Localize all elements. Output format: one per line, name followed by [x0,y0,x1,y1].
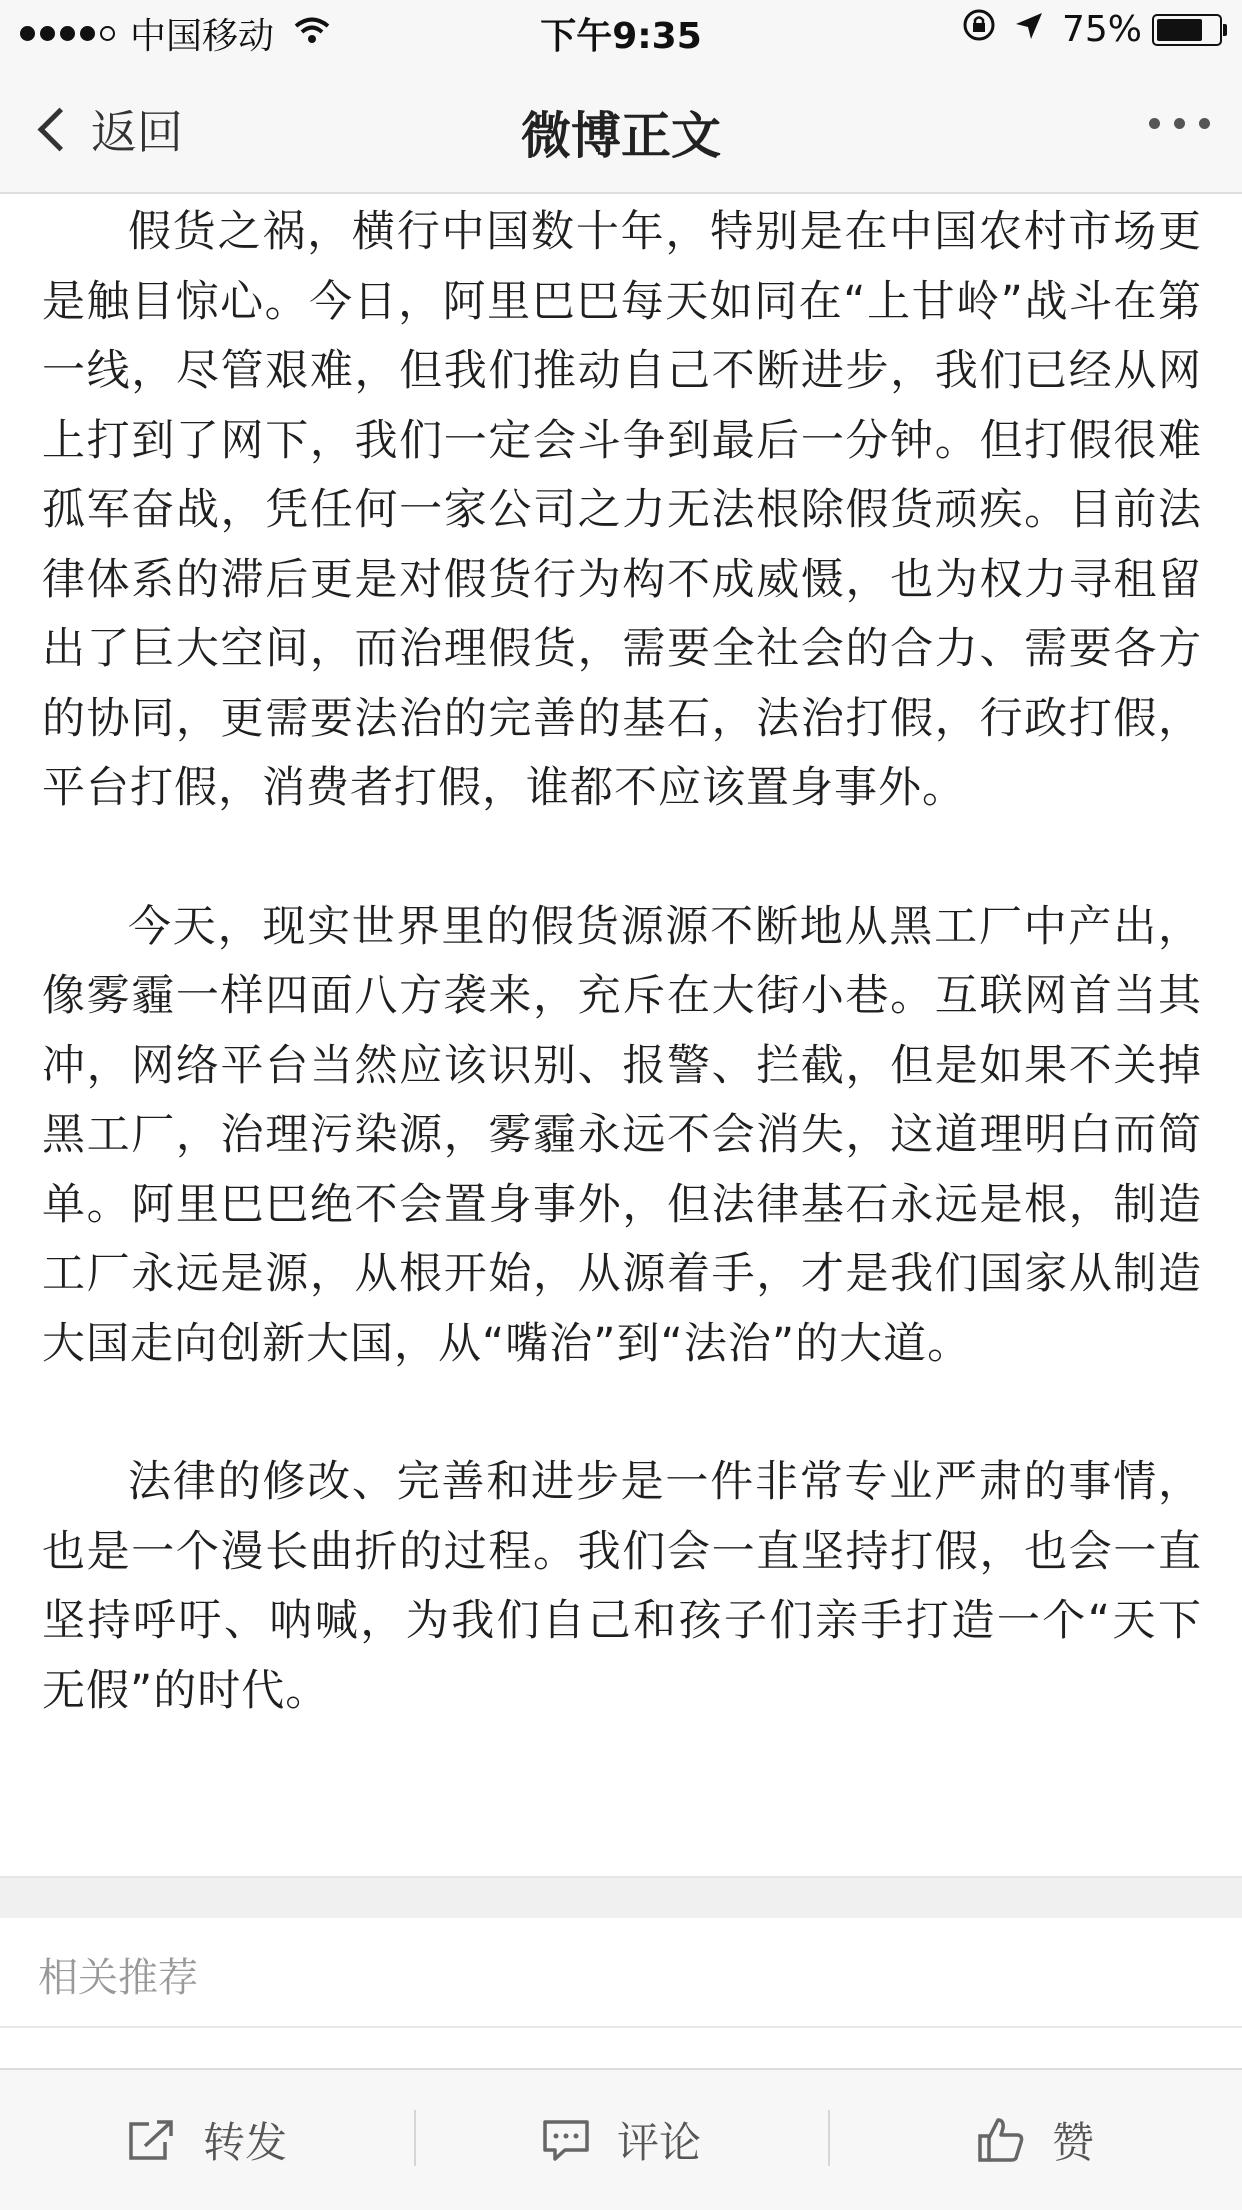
status-time: 下午9:35 [540,16,702,57]
battery-fill [1157,19,1202,41]
thumbs-up-icon [976,2116,1026,2164]
carrier-name: 中国移动 [130,16,275,57]
recommend-label: 相关推荐 [38,1955,198,2001]
article-body [42,198,1202,1726]
location-arrow-icon [1014,9,1044,50]
comment-label: 评论 [616,2118,701,2167]
battery-percent: 75% [1061,9,1142,50]
more-dots-icon [1149,118,1160,129]
bottom-toolbar [0,2068,1242,2210]
status-right [962,8,1222,51]
article-paragraph: 假货之祸，横行中国数十年，特别是在中国农村市场更是触目惊心。今日，阿里巴巴每天如同在“上甘岭”战斗在第一线，尽管艰难，但我们推动自己不断进步，我们已经从网上打到了网下，我们一定会斗争到最后一分钟。但打假很难孤军奋战，凭任何一家公司之力无法根除假货顽疾。目前法律体系的滞后更是对假货行为构不成威慑，也为权力寻租留出了巨大空间，而治理假货，需要全社会的合力、需要各方的协同，更需要法治的完善的基石，法治打假，行政打假，平台打假，消费者打假，谁都不应该置身事外。 [42,207,1202,813]
article-paragraph: 今天，现实世界里的假货源源不断地从黑工厂中产出，像雾霾一样四面八方袭来，充斥在大街小巷。互联网首当其冲，网络平台当然应该识别、报警、拦截，但是如果不关掉黑工厂，治理污染源，雾霾永远不会消失，这道理明白而简单。阿里巴巴绝不会置身事外，但法律基石永远是根，制造工厂永远是源，从根开始，从源着手，才是我们国家从制造大国走向创新大国，从“嘴治”到“法治”的大道。 [42,901,1202,1369]
more-button[interactable] [1135,118,1210,129]
repost-label: 转发 [202,2118,287,2167]
nav-bar [0,60,1242,194]
like-label: 赞 [1051,2118,1094,2167]
page-title: 微博正文 [521,107,721,165]
article-paragraph: 法律的修改、完善和进步是一件非常专业严肃的事情，也是一个漫长曲折的过程。我们会一直坚持打假，也会一直坚持呼吁、呐喊，为我们自己和孩子们亲手打造一个“天下无假”的时代。 [42,1457,1202,1716]
status-bar [0,0,1242,60]
back-label: 返回 [91,105,183,159]
section-divider [0,1876,1242,1920]
comment-button[interactable] [414,2070,828,2210]
battery-icon [1152,14,1222,46]
related-recommend[interactable] [0,1918,1242,2028]
repost-button[interactable] [0,2070,414,2210]
comment-icon [541,2118,591,2162]
rotation-lock-icon [962,8,996,51]
like-button[interactable] [828,2070,1242,2210]
share-icon [127,2118,177,2162]
